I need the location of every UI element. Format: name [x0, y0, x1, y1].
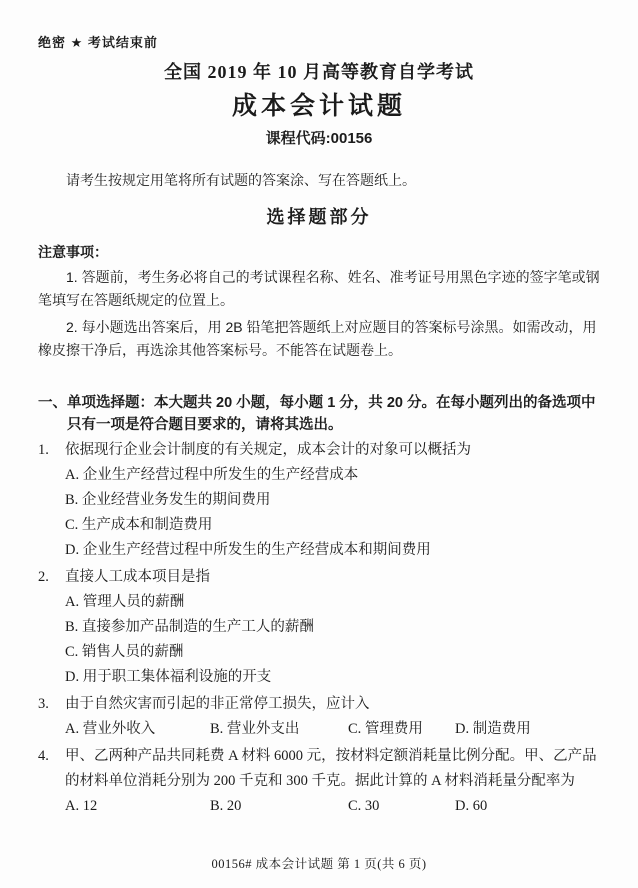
question-4-option-c: C. 30 — [348, 798, 380, 814]
exam-title: 成本会计试题 — [231, 92, 406, 120]
exam-session-title: 全国 2019 年 10 月高等教育自学考试 — [164, 62, 474, 82]
question-1-stem: 依据现行企业会计制度的有关规定，成本会计的对象可以概括为 — [65, 442, 471, 458]
question-1-option-b: B. 企业经营业务发生的期间费用 — [65, 492, 271, 508]
instruction-text: 请考生按规定用笔将所有试题的答案涂、写在答题纸上。 — [66, 172, 416, 188]
classification-banner: 绝密 ★ 考试结束前 — [38, 35, 158, 50]
question-1-option-a: A. 企业生产经营过程中所发生的生产经营成本 — [65, 467, 359, 483]
course-code: 课程代码:00156 — [265, 130, 373, 147]
question-4 — [38, 744, 600, 819]
question-3-option-c: C. 管理费用 — [348, 721, 423, 737]
question-1-option-c: C. 生产成本和制造费用 — [65, 517, 213, 533]
question-4-options — [65, 794, 600, 819]
part-one-heading-line2: 只有一项是符合题目要求的，请将其选出。 — [67, 417, 343, 433]
question-3-option-b: B. 营业外支出 — [210, 721, 300, 737]
question-2 — [38, 565, 600, 690]
question-1-stem-row — [38, 438, 600, 463]
part-one-heading-line1: 一、单项选择题：本大题共 20 小题，每小题 1 分，共 20 分。在每小题列出的备选项中 — [38, 395, 596, 411]
question-4-option-b: B. 20 — [210, 798, 242, 814]
question-1-options — [65, 463, 600, 563]
question-3-stem-row — [38, 692, 600, 717]
note-item-1: 1. 答题前，考生务必将自己的考试课程名称、姓名、准考证号用黑色字迹的签字笔或钢笔填写在答题纸规定的位置上。 — [38, 269, 600, 308]
question-3 — [38, 692, 600, 742]
question-1-option-d: D. 企业生产经营过程中所发生的生产经营成本和期间费用 — [65, 542, 431, 558]
question-2-stem: 直接人工成本项目是指 — [65, 569, 210, 585]
question-2-option-a: A. 管理人员的薪酬 — [65, 594, 185, 610]
question-3-option-a: A. 营业外收入 — [65, 721, 156, 737]
question-1-number: 1. — [38, 442, 49, 458]
part-one-heading — [38, 392, 600, 436]
question-3-option-d: D. 制造费用 — [455, 721, 531, 737]
note-item-2: 2. 每小题选出答案后，用 2B 铅笔把答题纸上对应题目的答案标号涂黑。如需改动，用橡皮擦干净后，再选涂其他答案标号。不能答在试题卷上。 — [38, 319, 597, 358]
question-2-options — [65, 590, 600, 690]
question-4-stem: 甲、乙两种产品共同耗费 A 材料 6000 元，按材料定额消耗量比例分配。甲、乙产品的材料单位消耗分别为 200 千克和 300 千克。据此计算的 A 材料消耗量分配率为 — [65, 748, 597, 789]
question-4-stem-row — [38, 744, 600, 794]
question-2-option-b: B. 直接参加产品制造的生产工人的薪酬 — [65, 619, 314, 635]
section-heading: 选择题部分 — [266, 207, 372, 227]
question-2-number: 2. — [38, 569, 49, 585]
question-1 — [38, 438, 600, 563]
question-4-option-d: D. 60 — [455, 798, 488, 814]
question-4-number: 4. — [38, 748, 49, 764]
question-4-option-a: A. 12 — [65, 798, 98, 814]
notes-heading: 注意事项： — [38, 244, 108, 260]
question-3-stem: 由于自然灾害而引起的非正常停工损失，应计入 — [65, 696, 370, 712]
question-2-option-d: D. 用于职工集体福利设施的开支 — [65, 669, 272, 685]
question-3-number: 3. — [38, 696, 49, 712]
question-3-options — [65, 717, 600, 742]
question-2-stem-row — [38, 565, 600, 590]
question-2-option-c: C. 销售人员的薪酬 — [65, 644, 184, 660]
page-footer: 00156# 成本会计试题 第 1 页(共 6 页) — [211, 857, 427, 871]
